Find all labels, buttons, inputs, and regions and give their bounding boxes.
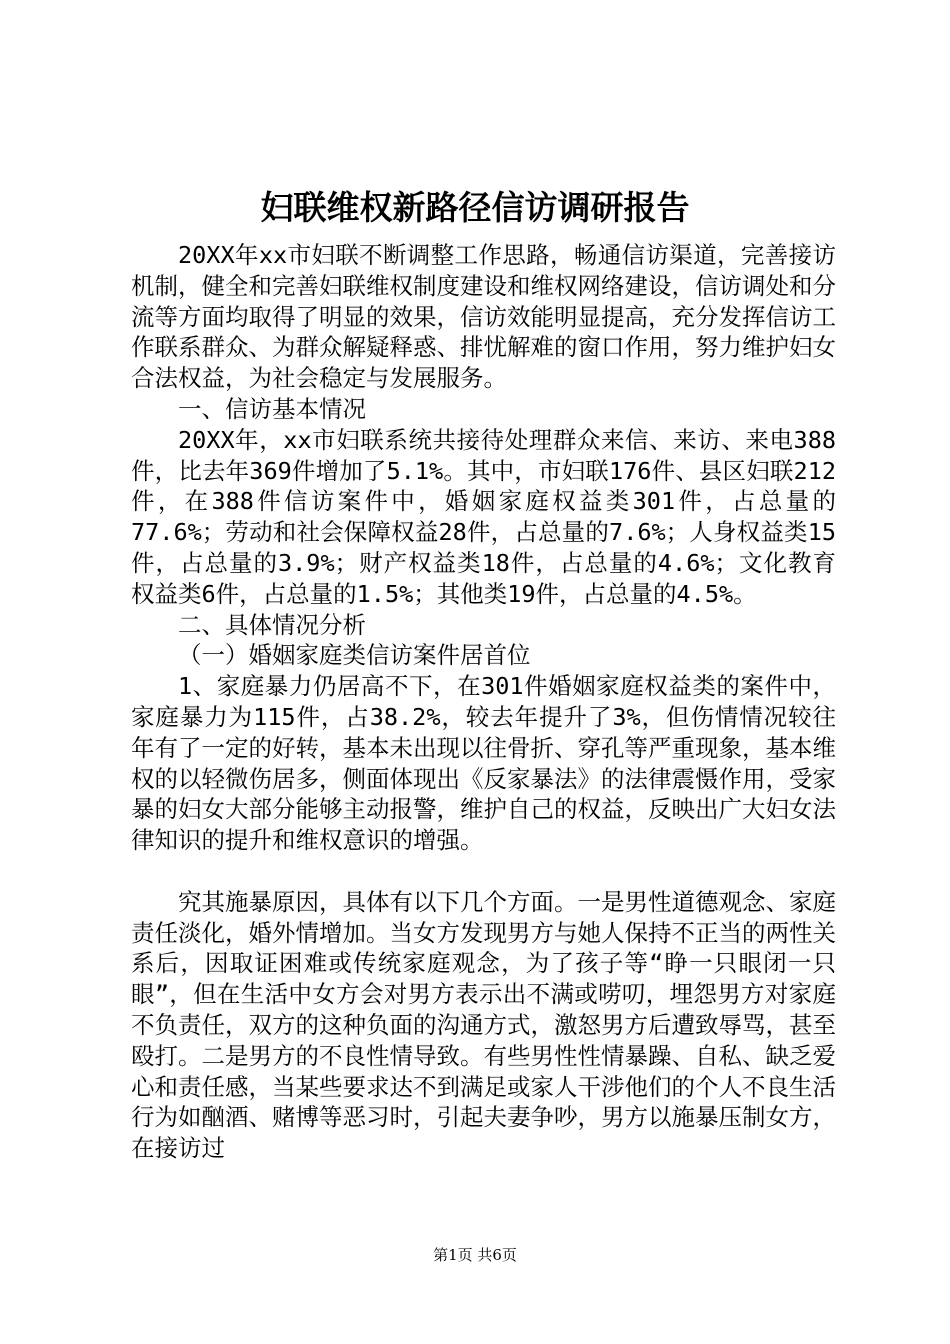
causes-paragraph: 究其施暴原因，具体有以下几个方面。一是男性道德观念、家庭责任淡化，婚外情增加。当女方发现男方与她人保持不正当的两性关系后，因取证困难或传统家庭观念，为了孩子等“睁一只眼闭一只眼”，但在生活中女方会对男方表示出不满或唠叨，埋怨男方对家庭不负责任，双方的这种负面的沟通方式，激怒男方后遭致辱骂，甚至殴打。二是男方的不良性情导致。有些男性性情暴躁、自私、缺乏爱心和责任感，当某些要求达不到满足或家人干涉他们的个人不良生活行为如酗酒、赌博等恶习时，引起夫妻争吵，男方以施暴压制女方，在接访过 (131, 887, 836, 1163)
intro-paragraph: 20XX年xx市妇联不断调整工作思路，畅通信访渠道，完善接访机制，健全和完善妇联维权制度建设和维权网络建设，信访调处和分流等方面均取得了明显的效果，信访效能明显提高，充分发挥信访工作联系群众、为群众解疑释惑、排忧解难的窗口作用，努力维护妇女合法权益，为社会稳定与发展服务。 (131, 241, 836, 393)
document-body (131, 240, 836, 1164)
subsection-heading-marriage-family: （一）婚姻家庭类信访案件居首位 (178, 641, 531, 670)
statistics-paragraph: 20XX年，xx市妇联系统共接待处理群众来信、来访、来电388件，比去年369件增加了5.1%。其中，市妇联176件、县区妇联212件，在388件信访案件中，婚姻家庭权益类301件，占总量的77.6%；劳动和社会保障权益28件，占总量的7.6%；人身权益类15件，占总量的3.9%；财产权益类18件，占总量的4.6%；文化教育权益类6件，占总量的1.5%；其他类19件，占总量的4.5%。 (131, 425, 836, 608)
domestic-violence-paragraph: 1、家庭暴力仍居高不下，在301件婚姻家庭权益类的案件中，家庭暴力为115件，占38.2%，较去年提升了3%，但伤情情况较往年有了一定的好转，基本未出现以往骨折、穿孔等严重现象，基本维权的以轻微伤居多，侧面体现出《反家暴法》的法律震慑作用，受家暴的妇女大部分能够主动报警，维护自己的权益，反映出广大妇女法律知识的提升和维权意识的增强。 (131, 672, 836, 855)
section-heading-basic-situation: 一、信访基本情况 (178, 394, 366, 423)
document-title: 妇联维权新路径信访调研报告 (260, 188, 690, 227)
page-number-footer: 第1页 共6页 (433, 1246, 517, 1264)
paragraph-spacer (131, 856, 836, 887)
section-heading-analysis: 二、具体情况分析 (178, 610, 366, 639)
